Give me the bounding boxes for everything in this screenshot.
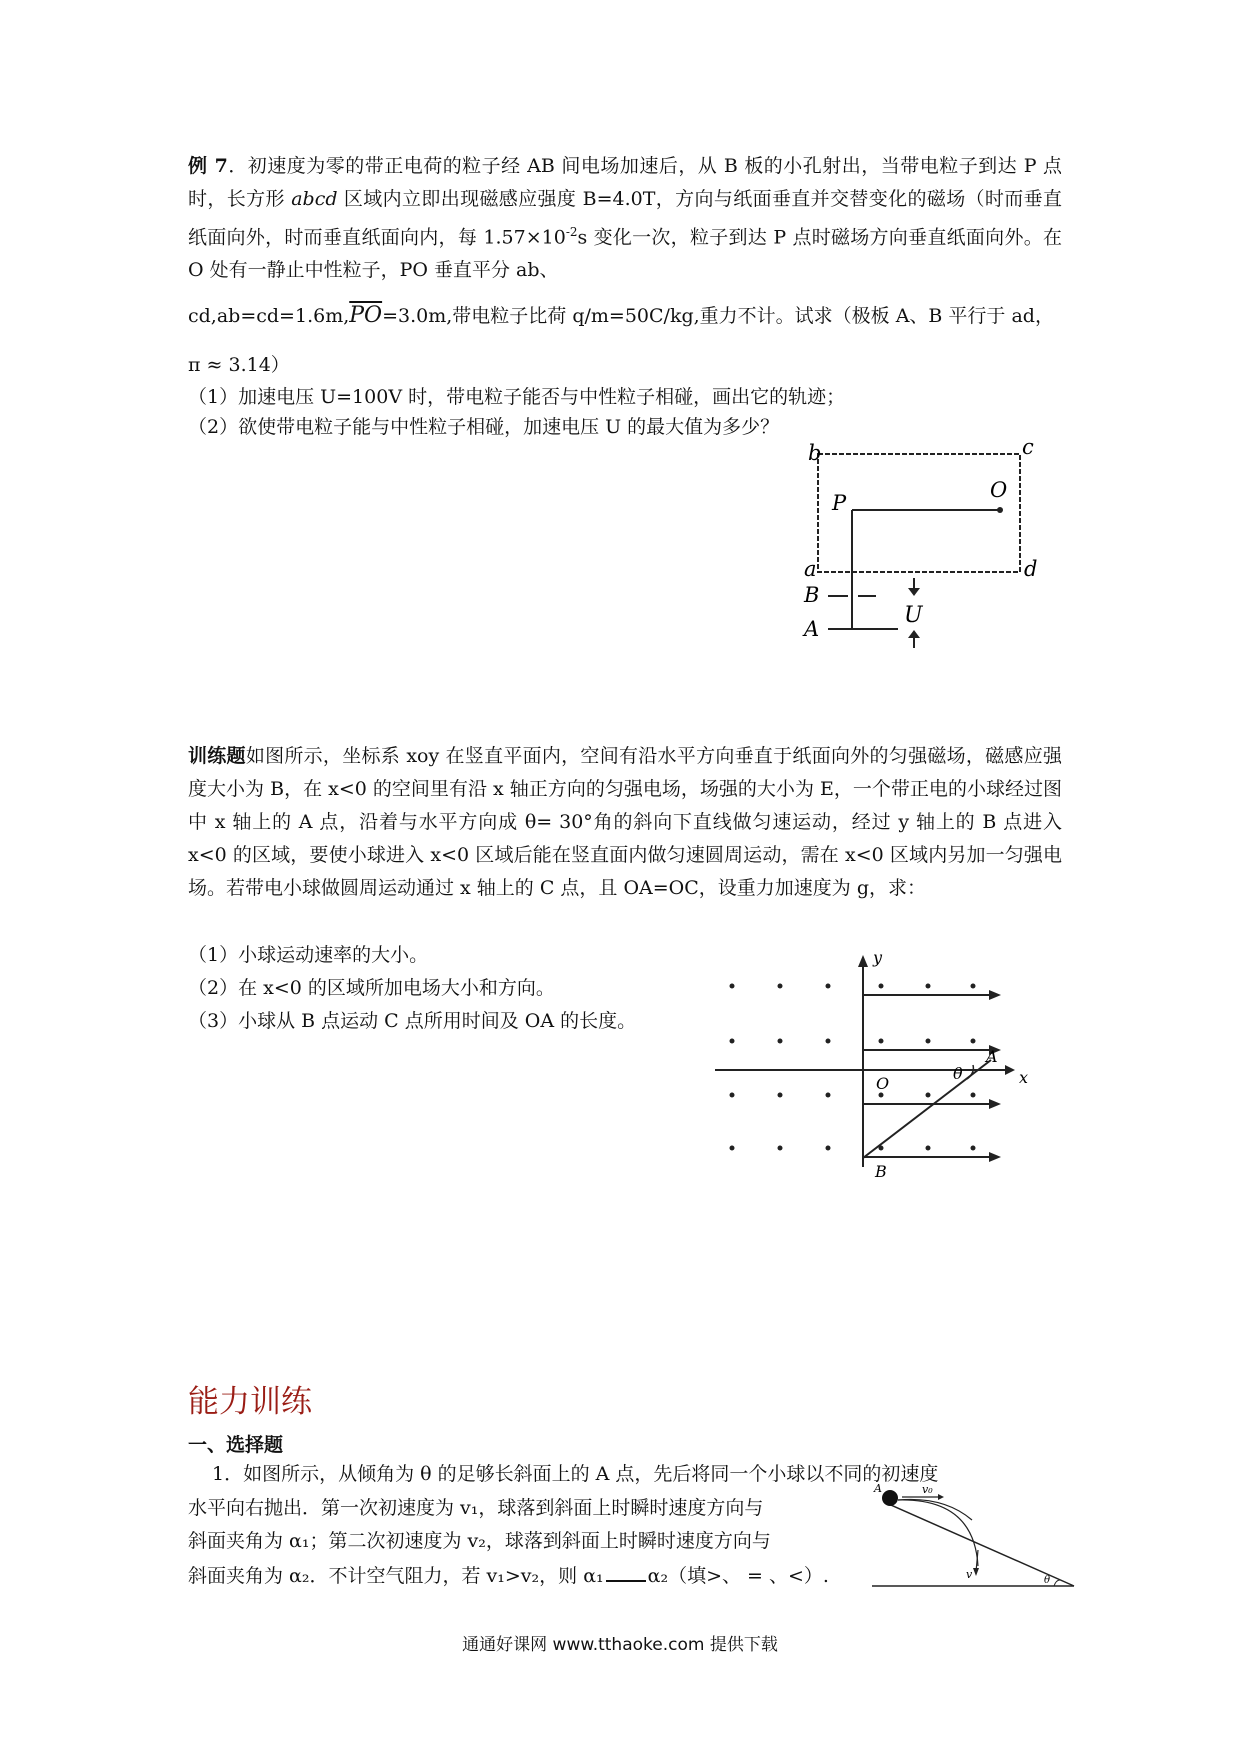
label-plate-b: B (804, 583, 820, 607)
x-axis-arrowhead (1005, 1065, 1015, 1075)
example7-line3: π ≈ 3.14） (188, 354, 290, 376)
example7-question2: （2）欲使带电粒子能与中性粒子相碰，加速电压 U 的最大值为多少？ (188, 416, 780, 438)
label-a-corner: a (804, 557, 817, 581)
point-o (997, 507, 1003, 513)
example7-text: 例 7．初速度为零的带正电荷的粒子经 AB 间电场加速后，从 B 板的小孔射出，当带电粒子到达 P 点时，长方形 abcd 区域内立即出现磁感应强度 B=4.0T，方向与纸面垂直并交替变化的磁场（时而垂直纸面向外，时而垂直纸面向内，每 $1.57\times 10^{-2}s$ 变化一次，粒子到达 P 点时磁场方向垂直纸面向外。在 O 处有一静止中性粒子，PO 垂直平分 ab、 (188, 155, 1063, 282)
label-o: O (990, 478, 1008, 502)
velocity-arrowhead (973, 1568, 979, 1576)
label-d: d (1024, 557, 1038, 581)
field-rectangle (818, 454, 1020, 572)
section-title: 能力训练 (188, 1384, 312, 1420)
label-theta: θ (953, 1064, 963, 1083)
magnetic-field-dots (730, 984, 976, 1151)
label-x-axis: x (1019, 1068, 1029, 1087)
label-o-origin: O (876, 1074, 890, 1093)
ball (882, 1490, 898, 1506)
label-v: v (966, 1568, 973, 1581)
training-question1: （1）小球运动速率的大小。 (188, 944, 429, 966)
slope-angle-arc (1054, 1580, 1060, 1586)
problem1-line4: 斜面夹角为 α₂．不计空气阻力，若 v₁>v₂，则 α₁ α₂（填>、 = 、<）. (188, 1562, 829, 1589)
label-p: P (832, 491, 847, 515)
training-question2: （2）在 x<0 的区域所加电场大小和方向。 (188, 977, 555, 999)
label-b-point: B (875, 1162, 887, 1181)
label-theta-slope: θ (1044, 1575, 1051, 1586)
electric-field-arrowheads (989, 990, 1001, 1162)
problem1-line2: 水平向右抛出．第一次初速度为 v₁，球落到斜面上时瞬时速度方向与 (188, 1497, 764, 1519)
section-subtitle: 一、选择题 (188, 1434, 284, 1456)
example7-figure (790, 435, 1060, 660)
problem1-line1: 1．如图所示，从倾角为 θ 的足够长斜面上的 A 点，先后将同一个小球以不同的初速度 (212, 1463, 939, 1485)
label-b-corner: b (808, 441, 822, 465)
trajectory-short (898, 1499, 972, 1520)
u-arrowhead-bottom (908, 630, 920, 638)
example7-question1: （1）加速电压 U=100V 时，带电粒子能否与中性粒子相碰，画出它的轨迹； (188, 386, 846, 408)
label-a-slope: A (874, 1482, 882, 1495)
label-u: U (904, 603, 923, 628)
example7-line2: $cd,ab=cd=1.6m,\overline{PO}=3.0m$,带电粒子比荷 q/m=50C/kg,重力不计。试求（极板 A、B 平行于 ad， (188, 303, 1054, 328)
page-footer: 通通好课网 www.tthaoke.com 提供下载 (462, 1635, 778, 1655)
label-v0: v₀ (922, 1483, 933, 1496)
example7-label: 例 7 (188, 155, 228, 177)
label-plate-a: A (804, 617, 820, 641)
v0-arrowhead (938, 1494, 944, 1500)
label-c: c (1022, 435, 1034, 459)
slope-line (884, 1502, 1074, 1586)
slope-figure (862, 1450, 1082, 1595)
u-arrowhead-top (908, 588, 920, 596)
training-text: 训练题如图所示，坐标系 xoy 在竖直平面内，空间有沿水平方向垂直于纸面向外的匀强磁场，磁感应强度大小为 B，在 x<0 的空间里有沿 x 轴正方向的匀强电场，场强的大小为 E，一个带正电的小球经过图中 x 轴上的 A 点，沿着与水平方向成 θ= 30°角的斜向下直线做匀速运动，经过 y 轴上的 B 点进入 x<0 的区域，要使小球进入 x<0 区域后能在竖直面内做匀速圆周运动，需在 x<0 区域内另加一匀强电场。若带电小球做圆周运动通过 x 轴上的 C 点，且 OA=OC，设重力加速度为 g，求： (188, 745, 1062, 899)
training-figure (705, 945, 1045, 1181)
training-question3: （3）小球从 B 点运动 C 点所用时间及 OA 的长度。 (188, 1010, 637, 1032)
training-label: 训练题 (188, 745, 246, 767)
y-axis-arrowhead (858, 955, 868, 967)
label-y-axis: y (873, 948, 883, 967)
trajectory-long (898, 1500, 978, 1566)
problem1-line3: 斜面夹角为 α₁；第二次初速度为 v₂，球落到斜面上时瞬时速度方向与 (188, 1530, 771, 1552)
label-a-point: A (986, 1047, 998, 1066)
answer-blank[interactable] (606, 1562, 646, 1582)
